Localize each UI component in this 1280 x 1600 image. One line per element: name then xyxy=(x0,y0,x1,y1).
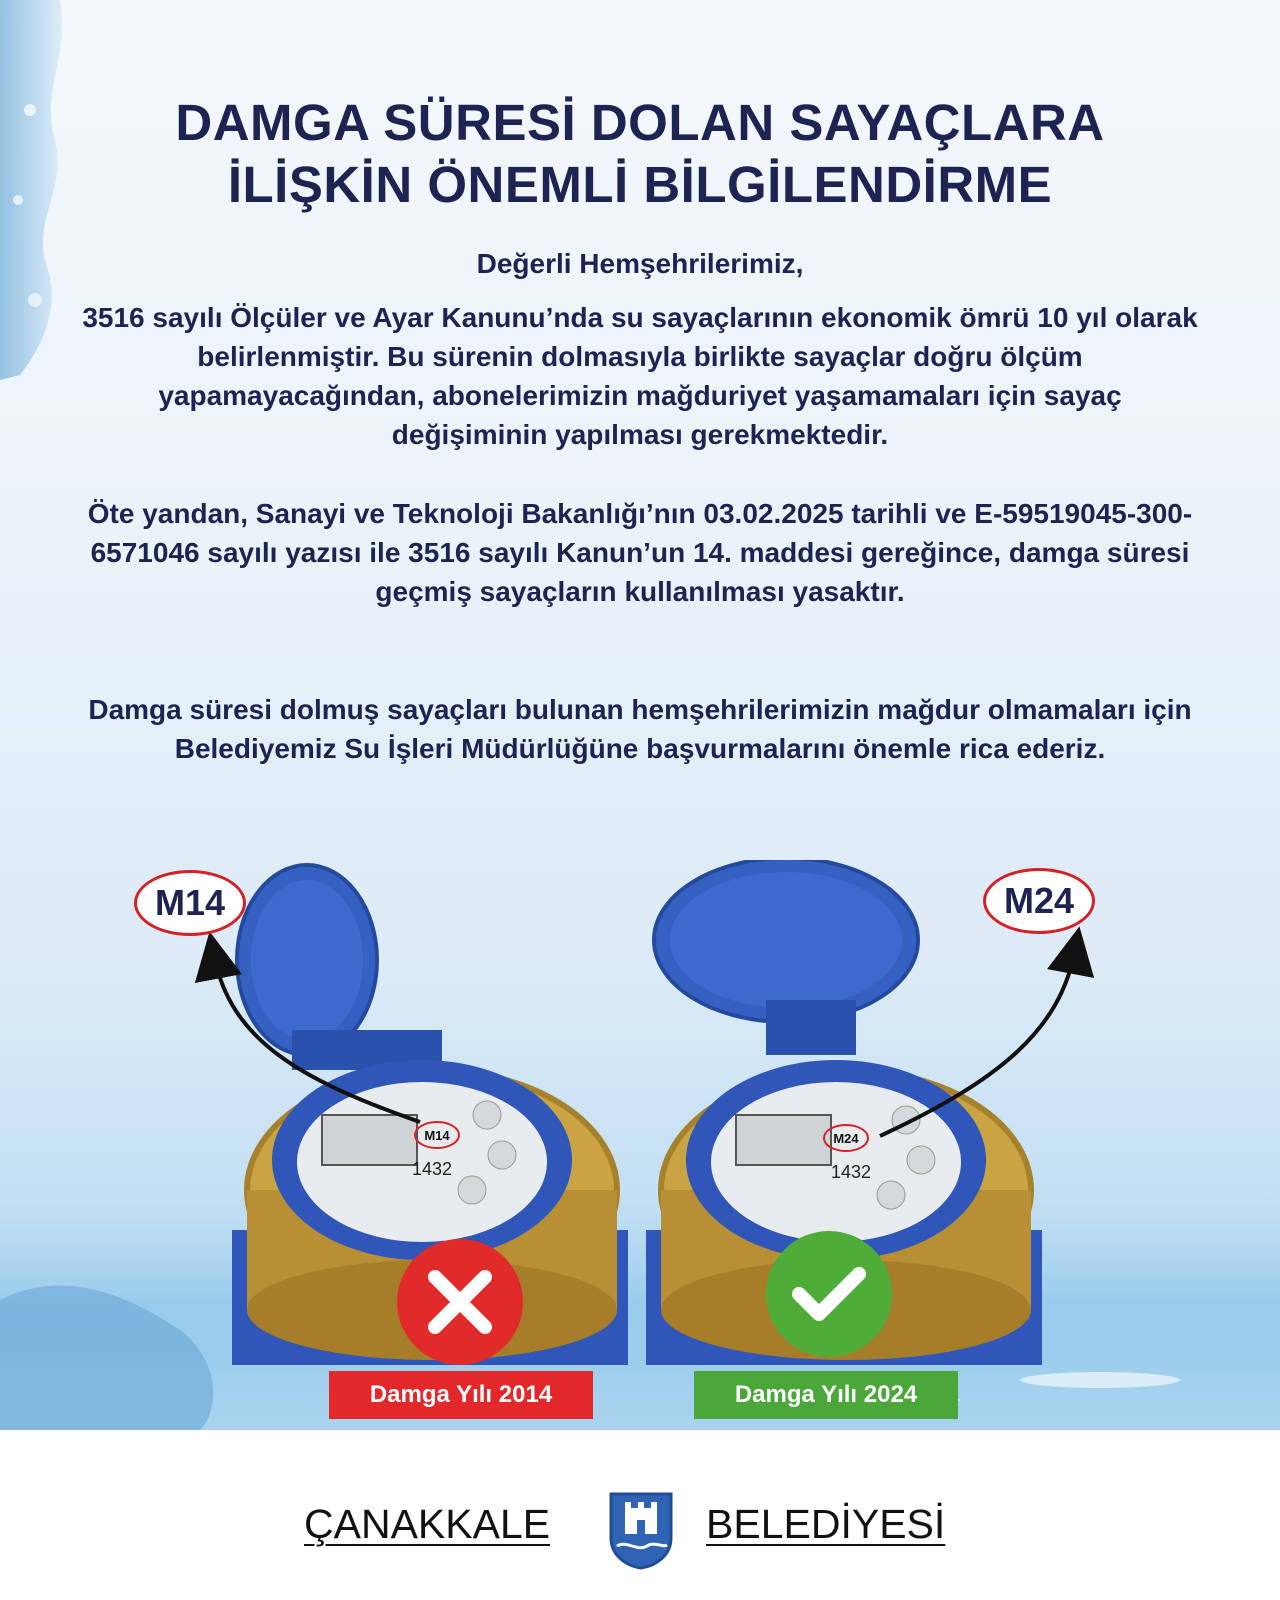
municipality-crest-icon xyxy=(607,1490,675,1570)
meter-face-code: M14 xyxy=(424,1128,450,1143)
check-icon xyxy=(791,1264,867,1324)
page-title xyxy=(0,92,1280,216)
status-badge-valid xyxy=(766,1231,892,1357)
paragraph-3: Damga süresi dolmuş sayaçları bulunan hemşehrilerimizin mağdur olmamaları için Belediyemiz Su İşleri Müdürlüğüne başvurmalarını önemle rica ederiz. xyxy=(88,694,1192,764)
paragraph-2: Öte yandan, Sanayi ve Teknoloji Bakanlığı’nın 03.02.2025 tarihli ve E-59519045-300-6571046 sayılı yazısı ile 3516 sayılı Kanun’un 14. maddesi gereğince, damga süresi geçmiş sayaçların kullanılması yasaktır. xyxy=(87,498,1193,607)
footer-city-name: ÇANAKKALE xyxy=(304,1501,551,1547)
stamp-code-tag-m24: M24 xyxy=(983,868,1095,934)
paragraph-1: 3516 sayılı Ölçüler ve Ayar Kanunu’nda su sayaçlarının ekonomik ömrü 10 yıl olarak belirlenmiştir. Bu sürenin dolmasıyla birlikte sayaçlar doğru ölçüm yapamayacağından, abonelerimizin mağduriyet yaşamamaları için sayaç değişiminin yapılması gerekmektedir. xyxy=(82,302,1198,450)
meter-face-code: M24 xyxy=(833,1131,859,1146)
greeting: Değerli Hemşehrilerimiz, xyxy=(476,248,804,279)
title-line-1: DAMGA SÜRESİ DOLAN SAYAÇLARA xyxy=(175,94,1105,151)
status-badge-invalid xyxy=(397,1239,523,1365)
caption-stamp-year-2024: Damga Yılı 2024 xyxy=(694,1371,958,1419)
caption-stamp-year-2014: Damga Yılı 2014 xyxy=(329,1371,593,1419)
x-icon xyxy=(425,1267,495,1337)
meter-serial: 1432 xyxy=(830,1162,872,1182)
footer-municipality-word: BELEDİYESİ xyxy=(706,1501,946,1547)
stamp-code-tag-m14: M14 xyxy=(134,870,246,936)
meter-serial: 1432 xyxy=(411,1159,453,1179)
water-splash-bottom xyxy=(0,1180,1280,1430)
title-line-2: İLİŞKİN ÖNEMLİ BİLGİLENDİRME xyxy=(227,156,1053,213)
